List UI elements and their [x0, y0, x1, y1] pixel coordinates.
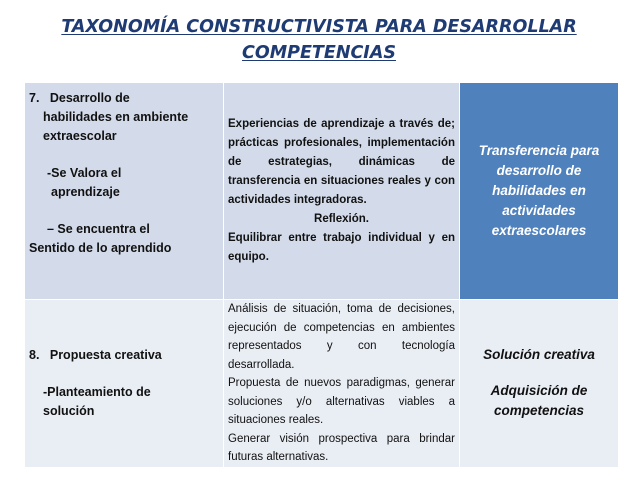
- row7-middle-text2: Equilibrar entre trabajo individual y en equipo.: [228, 232, 455, 263]
- row7-sub2-line1: – Se encuentra el: [47, 222, 150, 236]
- row7-heading-line3: extraescolar: [43, 129, 117, 143]
- row7-result-cell: [460, 83, 619, 300]
- row8-heading: [29, 346, 219, 365]
- row8-middle-p3: Generar visión prospectiva para brindar futuras alternativas.: [228, 432, 455, 463]
- row8-result-cell: [460, 300, 619, 468]
- row7-middle-center: Reflexión.: [314, 213, 369, 225]
- row8-sub-line2: solución: [43, 403, 95, 418]
- row7-heading: [29, 89, 219, 108]
- slide-title: [0, 14, 638, 66]
- row7-activities-cell: [224, 83, 460, 300]
- row7-sub2-line2: Sentido de lo aprendido: [29, 241, 172, 255]
- row8-middle-p1: Análisis de situación, toma de decisiones, ejecución de competencias en ambientes representados y con tecnología desarrollada.: [228, 303, 455, 371]
- title-line-1: TAXONOMÍA CONSTRUCTIVISTA PARA DESARROLLAR: [61, 17, 577, 37]
- row7-number: 7.: [29, 91, 40, 105]
- row7-middle-text: Experiencias de aprendizaje a través de; prácticas profesionales, implementación de estrategias, dinámicas de transferencia en situaciones reales y con actividades integradoras.: [228, 118, 455, 206]
- row7-sub1-line1: -Se Valora el: [47, 166, 122, 180]
- row7-heading-line2: habilidades en ambiente: [43, 110, 189, 124]
- row8-heading-text: Propuesta creativa: [49, 347, 162, 362]
- row7-level-cell: [25, 83, 224, 300]
- row8-level-cell: [25, 300, 224, 468]
- table-row: [25, 300, 619, 468]
- row8-middle-p2: Propuesta de nuevos paradigmas, generar soluciones y/o alternativas viables a situaciones reales.: [228, 377, 455, 426]
- row8-result2: Adquisición de competencias: [490, 383, 588, 419]
- row7-heading-line1: Desarrollo de: [49, 91, 130, 105]
- title-line-2: COMPETENCIAS: [242, 43, 396, 63]
- row8-result1: Solución creativa: [483, 347, 595, 363]
- table-row: [25, 83, 619, 300]
- row8-activities-cell: [224, 300, 460, 468]
- row7-result: Transferencia para desarrollo de habilidades en actividades extraescolares: [478, 143, 600, 238]
- row7-sub1-line2: aprendizaje: [51, 185, 120, 199]
- row8-sub-line1: -Planteamiento de: [43, 384, 151, 399]
- row8-number: 8.: [29, 347, 40, 362]
- taxonomy-table: [24, 82, 619, 468]
